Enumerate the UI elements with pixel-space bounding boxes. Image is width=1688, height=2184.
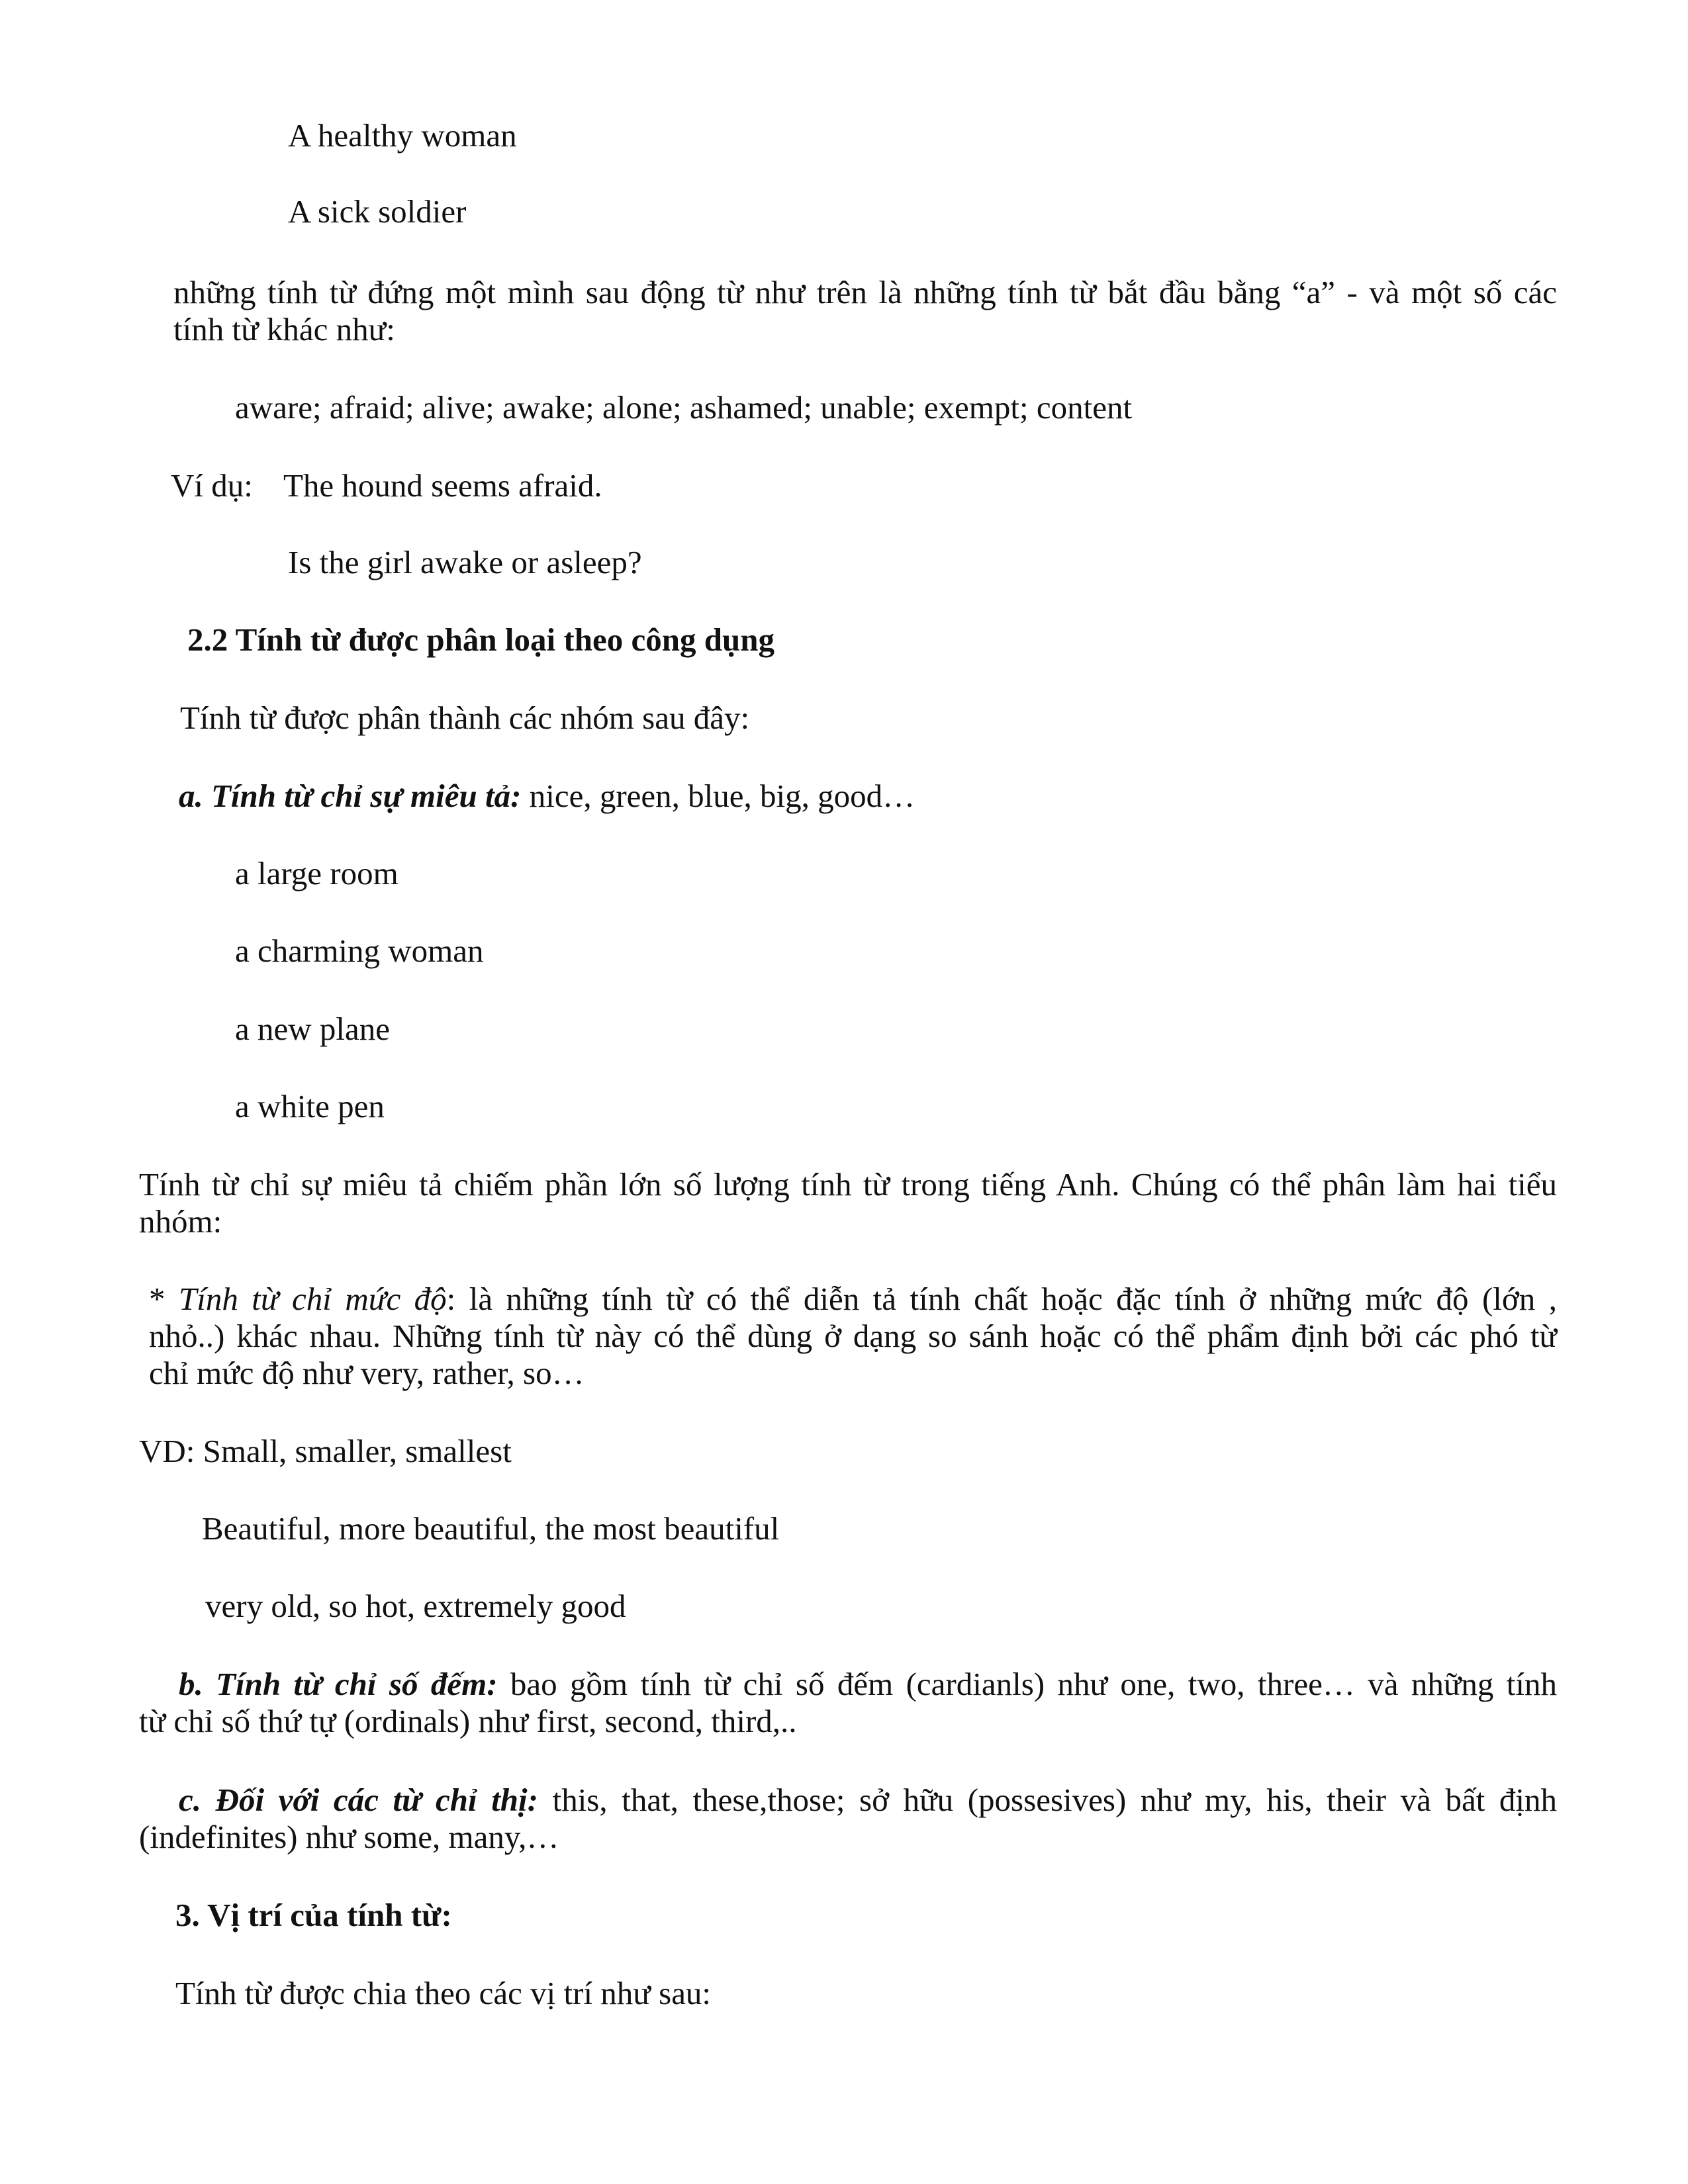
paragraph-line: chỉ mức độ như very, rather, so… xyxy=(149,1355,585,1391)
example-line: a charming woman xyxy=(235,933,484,969)
item-title: c. Đối với các từ chỉ thị: xyxy=(179,1782,538,1818)
list-item-c: c. Đối với các từ chỉ thị: this, that, these,those; sở hữu (possesives) như my, his, their và bất định xyxy=(179,1782,1557,1818)
bullet-star: * xyxy=(149,1281,179,1317)
paragraph-line: Tính từ được phân thành các nhóm sau đây: xyxy=(180,700,750,736)
example-line: a white pen xyxy=(235,1088,385,1124)
item-title: a. Tính từ chỉ sự miêu tả: xyxy=(179,778,522,814)
list-item-b: b. Tính từ chỉ số đếm: bao gồm tính từ chỉ số đếm (cardianls) như one, two, three… và những tính xyxy=(179,1666,1557,1702)
paragraph-line: nhỏ..) khác nhau. Những tính từ này có thể dùng ở dạng so sánh hoặc có thể phẩm định bởi các phó từ xyxy=(149,1318,1557,1354)
example-line: VD: Small, smaller, smallest xyxy=(139,1433,512,1469)
section-heading: 2.2 Tính từ được phân loại theo công dụng xyxy=(187,621,774,658)
example-line: Is the girl awake or asleep? xyxy=(288,544,642,580)
list-item-a xyxy=(179,776,915,816)
item-title: b. Tính từ chỉ số đếm: xyxy=(179,1666,498,1702)
adjective-list: aware; afraid; alive; awake; alone; ashamed; unable; exempt; content xyxy=(235,389,1133,426)
example-line: The hound seems afraid. xyxy=(283,467,602,504)
item-text: nice, green, blue, big, good… xyxy=(521,778,915,814)
paragraph-line: (indefinites) như some, many,… xyxy=(139,1819,559,1855)
example-line: very old, so hot, extremely good xyxy=(205,1588,626,1624)
example-line: A healthy woman xyxy=(288,117,517,154)
example-line: A sick soldier xyxy=(288,193,467,230)
paragraph-line: * Tính từ chỉ mức độ: là những tính từ có thể diễn tả tính chất hoặc đặc tính ở những mức độ (lớn , xyxy=(149,1281,1557,1317)
paragraph-line: những tính từ đứng một mình sau động từ như trên là những tính từ bắt đầu bằng “a” - và một số các xyxy=(173,274,1557,310)
example-line: Beautiful, more beautiful, the most beautiful xyxy=(202,1510,780,1547)
term: Tính từ chỉ mức độ xyxy=(178,1281,447,1317)
example-line: a large room xyxy=(235,855,399,891)
example-line: a new plane xyxy=(235,1011,390,1047)
section-heading: 3. Vị trí của tính từ: xyxy=(175,1897,452,1933)
paragraph-line: tính từ khác như: xyxy=(173,311,395,347)
paragraph-line: Tính từ được chia theo các vị trí như sau: xyxy=(175,1975,712,2011)
paragraph-line: Tính từ chỉ sự miêu tả chiếm phần lớn số lượng tính từ trong tiếng Anh. Chúng có thể phân làm hai tiểu xyxy=(139,1166,1557,1203)
paragraph-line: nhóm: xyxy=(139,1203,222,1240)
paragraph-line: từ chỉ số thứ tự (ordinals) như first, second, third,.. xyxy=(139,1703,797,1739)
example-label: Ví dụ: xyxy=(171,467,253,504)
